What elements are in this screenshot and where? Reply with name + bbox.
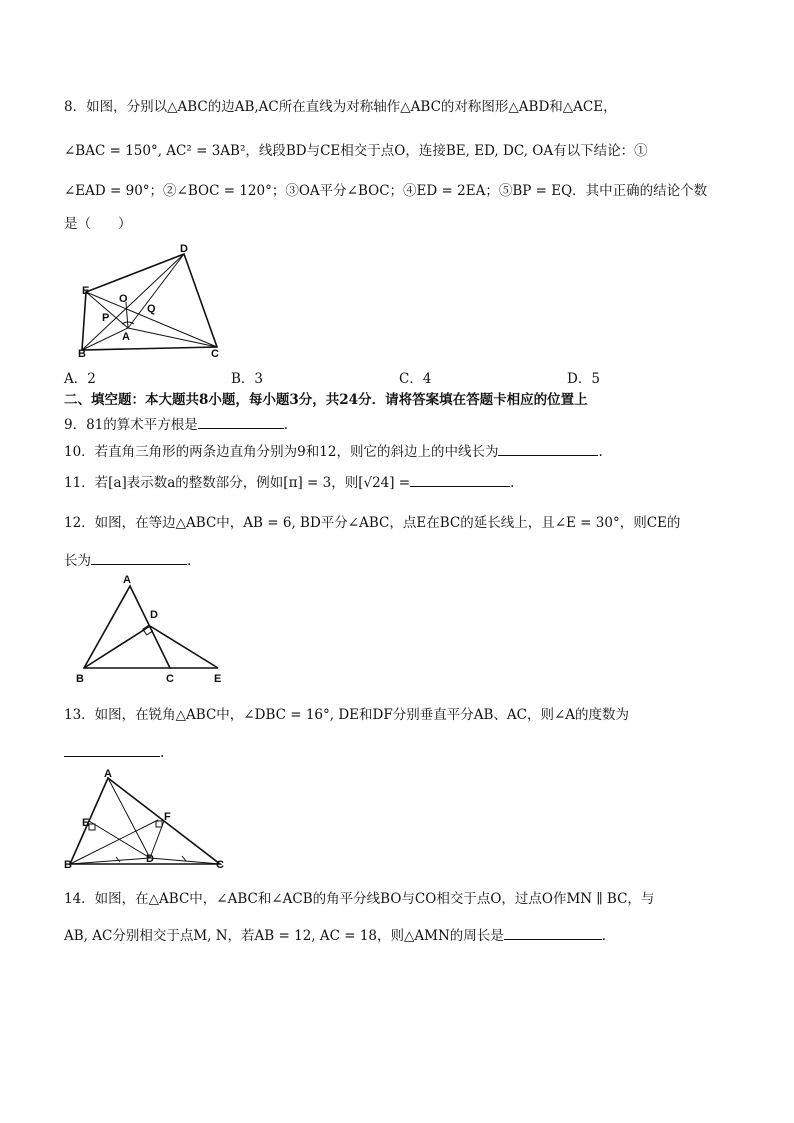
q13-label-c: C (216, 859, 224, 871)
q12-text: 长为 (64, 553, 91, 569)
q8-label-o: O (119, 293, 128, 305)
q12-end: . (187, 553, 192, 569)
q12-figure (72, 572, 242, 684)
q10-answer-blank[interactable] (498, 441, 598, 456)
q10 (64, 441, 603, 461)
q8-figure-lines (82, 254, 217, 350)
q12-figure-lines (84, 586, 218, 668)
q8-line4: 是（ ） (64, 216, 132, 232)
q8-label-c: C (211, 348, 219, 360)
q12-label-b: B (76, 673, 84, 685)
q8-label-b: B (78, 348, 86, 360)
q8-label-q: Q (147, 303, 156, 315)
q8-figure (76, 240, 236, 360)
q13-label-b: B (64, 859, 72, 871)
q13-line2 (64, 742, 164, 762)
q8-option-b: B．3 (231, 371, 264, 387)
q11 (64, 472, 514, 492)
q12-answer-blank[interactable] (91, 550, 187, 565)
q12-label-a: A (123, 574, 131, 586)
q8-line3: ∠EAD = 90°；②∠BOC = 120°；③OA平分∠BOC；④ED = 2EA；⑤BP = EQ．其中正确的结论个数 (64, 183, 708, 199)
q13-label-e: E (82, 817, 90, 829)
q13-figure (62, 768, 232, 871)
q8-label-e: E (82, 285, 90, 297)
q9-answer-blank[interactable] (198, 414, 284, 429)
q14-text: AB, AC分别相交于点M, N，若AB = 12, AC = 18，则△AMN的周长是 (64, 928, 504, 944)
q12-label-d: D (150, 609, 158, 621)
q10-text: 10．若直角三角形的两条边直角分别为9和12，则它的斜边上的中线长为 (64, 444, 499, 460)
q12-label-e: E (214, 673, 222, 685)
q13-label-a: A (104, 768, 112, 780)
q13-label-d: D (146, 853, 154, 865)
q14-line1: 14．如图，在△ABC中，∠ABC和∠ACB的角平分线BO与CO相交于点O，过点O作MN ∥ BC，与 (64, 891, 655, 907)
q8-option-c: C．4 (399, 371, 432, 387)
q14-line2 (64, 925, 606, 945)
q10-end: . (598, 444, 603, 460)
q12-line1: 12．如图，在等边△ABC中，AB = 6, BD平分∠ABC，点E在BC的延长线上，且∠E = 30°，则CE的 (64, 515, 681, 531)
q8-label-p: P (102, 312, 110, 324)
q12-line2 (64, 550, 191, 570)
q13-end: . (160, 745, 165, 761)
q8-option-a: A．2 (64, 371, 96, 387)
q11-answer-blank[interactable] (410, 472, 510, 487)
q8-option-d: D．5 (567, 371, 600, 387)
q9-text: 9．81的算术平方根是 (64, 417, 198, 433)
section2-title: 二、填空题：本大题共8小题，每小题3分，共24分．请将答案填在答题卡相应的位置上 (64, 392, 588, 408)
q9 (64, 414, 288, 434)
q11-end: . (510, 475, 515, 491)
q14-end: . (601, 928, 607, 944)
q14-answer-blank[interactable] (504, 925, 602, 940)
q8-line2: ∠BAC = 150°, AC² = 3AB²，线段BD与CE相交于点O，连接BE, ED, DC, OA有以下结论：① (64, 143, 648, 159)
q8-line1: 8．如图，分别以△ABC的边AB,AC所在直线为对称轴作△ABC的对称图形△ABD和△ACE， (64, 99, 617, 115)
q13-line1: 13．如图，在锐角△ABC中，∠DBC = 16°, DE和DF分别垂直平分AB、AC，则∠A的度数为 (64, 707, 630, 723)
q8-label-a: A (122, 331, 130, 343)
q13-label-f: F (164, 811, 171, 823)
q9-end: . (283, 417, 289, 433)
q13-answer-blank[interactable] (64, 742, 160, 757)
q13-figure-lines (70, 778, 220, 864)
q8-label-d: D (180, 243, 188, 255)
q11-text: 11．若[a]表示数a的整数部分，例如[π] = 3，则[√24] = (64, 475, 411, 491)
q12-label-c: C (166, 673, 174, 685)
